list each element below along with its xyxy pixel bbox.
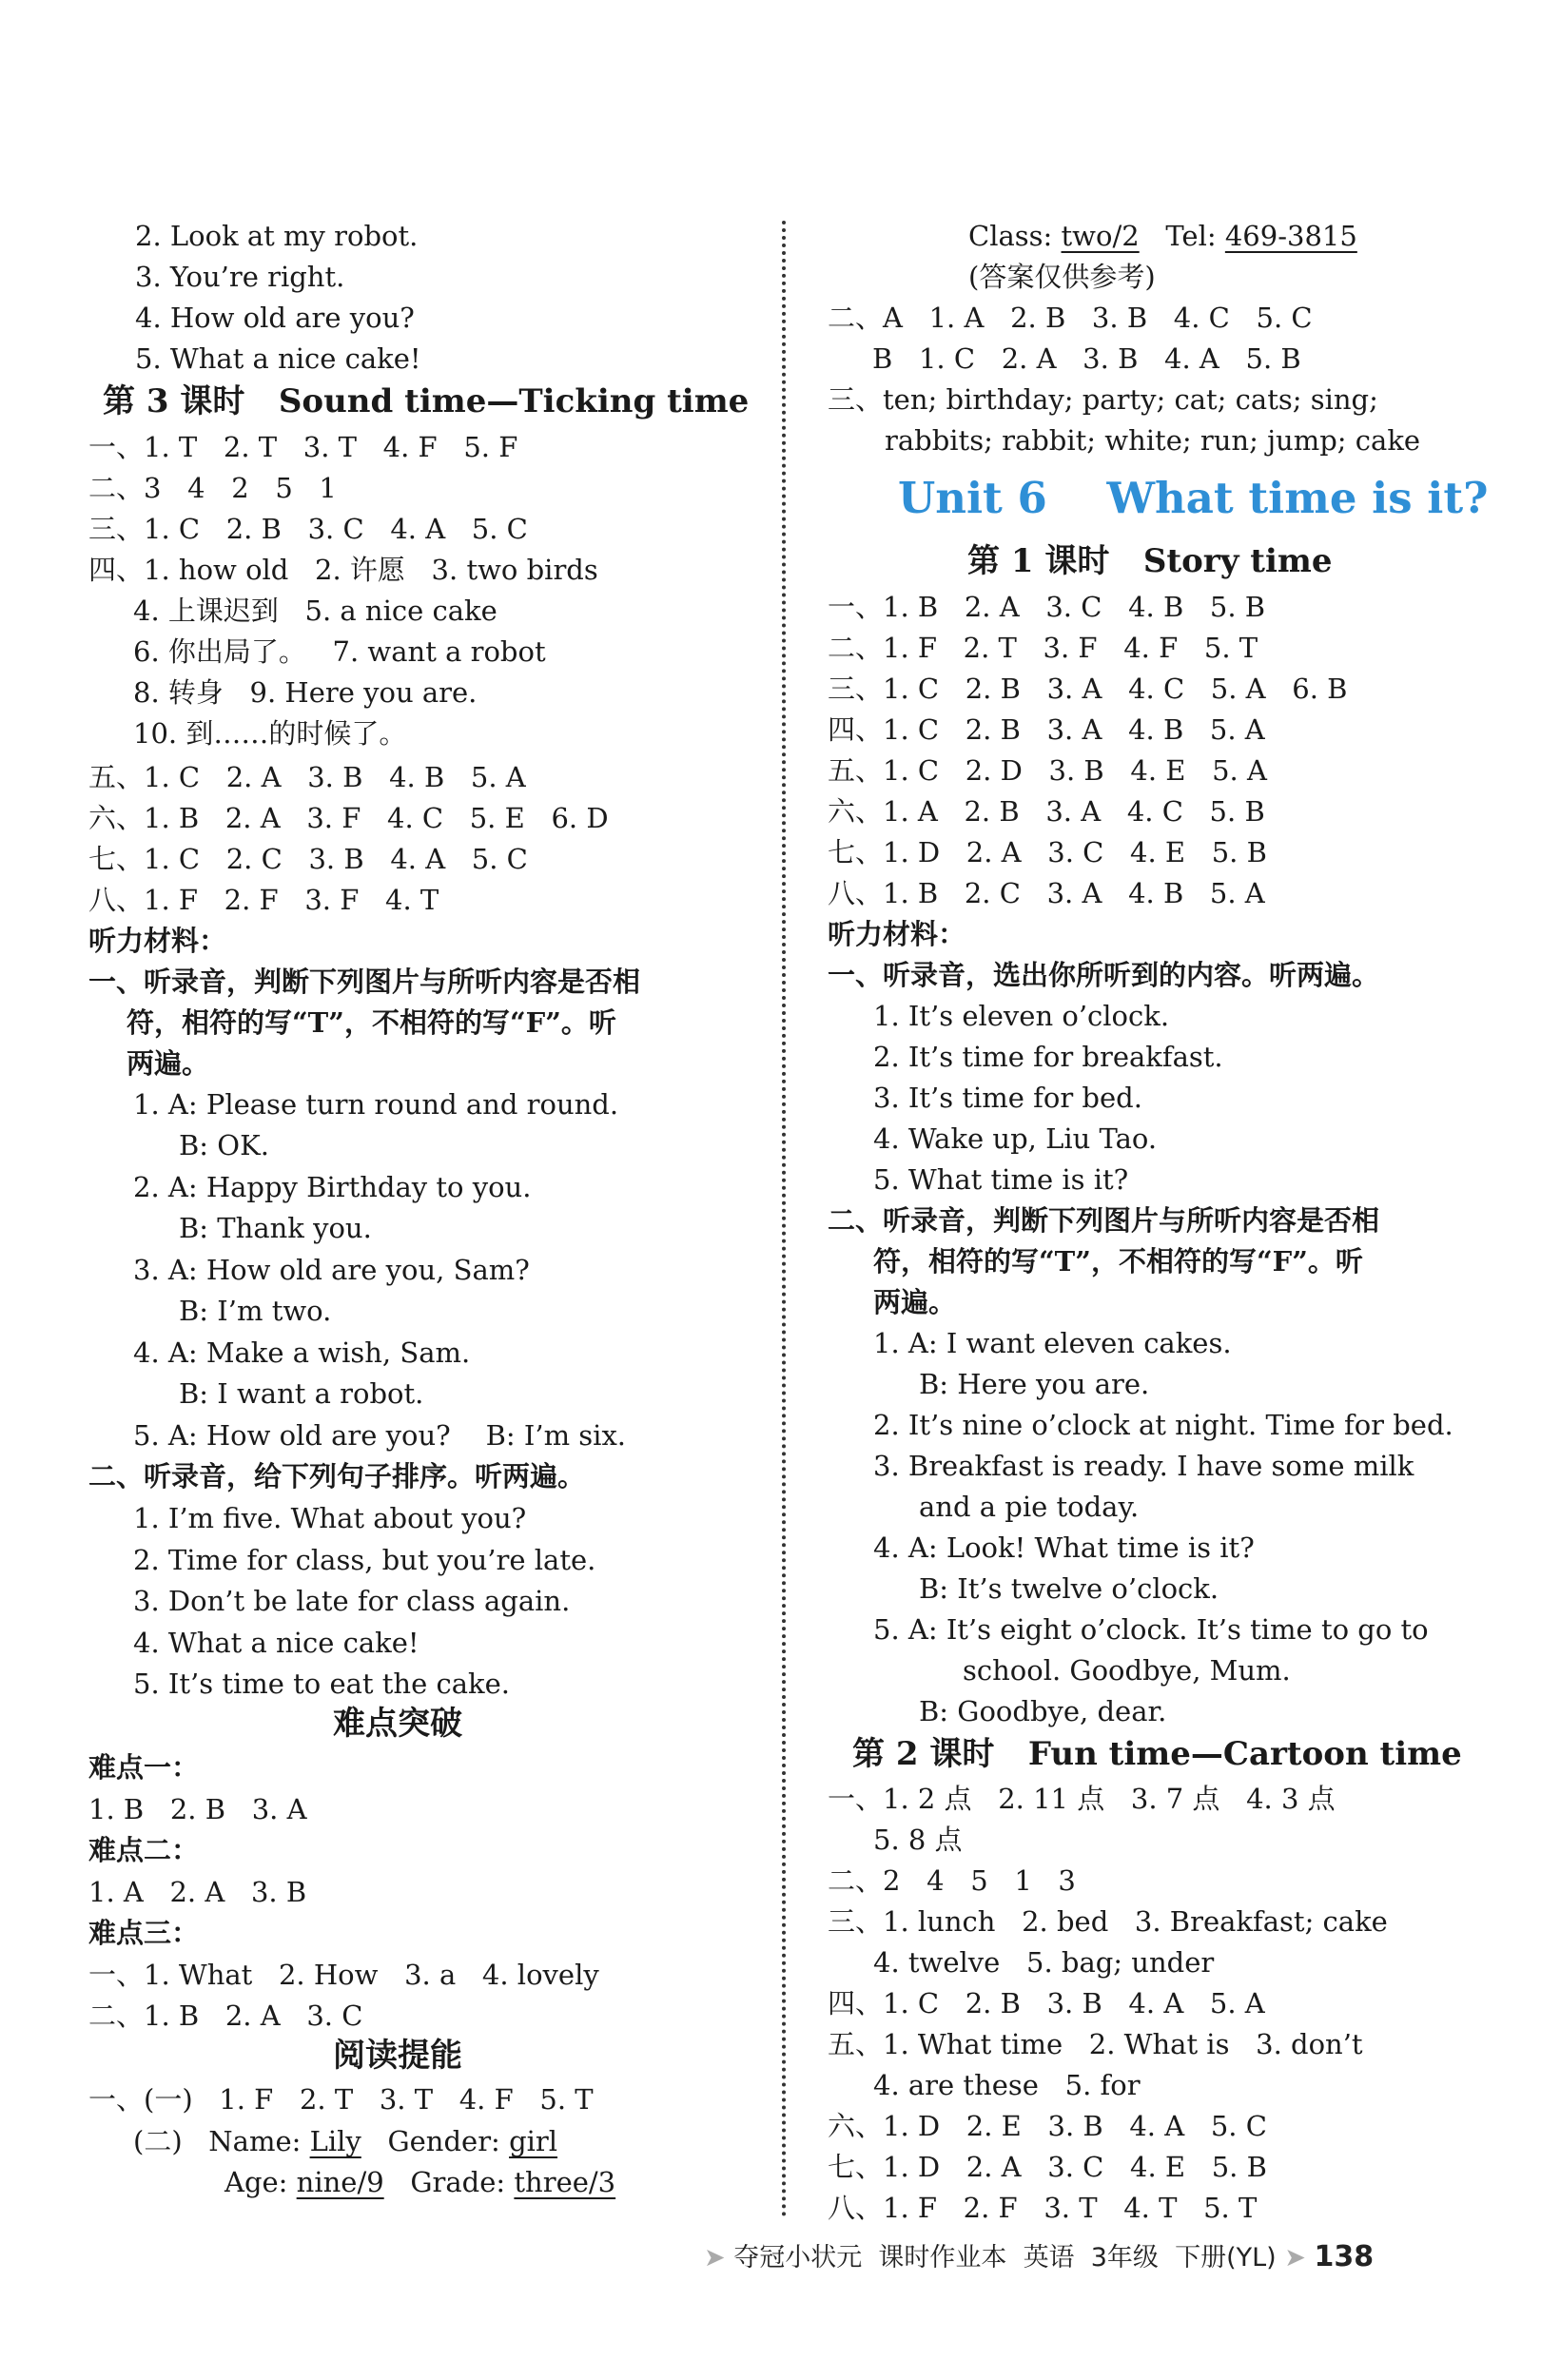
line-text: 四、1. C 2. B 3. A 4. B 5. A — [828, 713, 1265, 746]
line-text: Class: — [968, 220, 1062, 252]
text-line — [963, 1651, 1291, 1689]
line-text: 难点突破 — [333, 1705, 462, 1743]
line-text: 一、1. B 2. A 3. C 4. B 5. B — [828, 591, 1266, 623]
line-text: 三、1. C 2. B 3. C 4. A 5. C — [88, 513, 528, 545]
line-text: 8. 转身 9. Here you are. — [133, 676, 478, 709]
text-line — [828, 792, 1265, 830]
line-text: Gender: — [361, 2125, 510, 2157]
line-text: 符，相符的写“T”，不相符的写“F”。听 — [127, 1006, 616, 1039]
text-line — [873, 1242, 1363, 1280]
line-text: 七、1. D 2. A 3. C 4. E 5. B — [828, 836, 1267, 868]
text-line — [127, 1004, 616, 1042]
text-line — [873, 1406, 1453, 1444]
line-text: school. Goodbye, Mum. — [963, 1654, 1291, 1687]
footer-subject: 英语 — [1023, 2243, 1075, 2273]
line-text: 3. Breakfast is ready. I have some milk — [873, 1450, 1414, 1482]
text-line — [828, 588, 1265, 626]
column-divider — [782, 221, 786, 2218]
line-text: 3. You’re right. — [135, 261, 345, 293]
line-text: B: I’m two. — [179, 1295, 332, 1327]
text-line — [103, 382, 749, 420]
line-text: 5. A: It’s eight o’clock. It’s time to go to — [873, 1613, 1429, 1646]
line-text: B: OK. — [179, 1129, 269, 1161]
line-text: 5. What a nice cake! — [135, 342, 421, 375]
line-text: 一、听录音，选出你所听到的内容。听两遍。 — [828, 959, 1380, 991]
arrow-icon: ➤ — [1284, 2243, 1306, 2273]
page-footer — [704, 2234, 1484, 2281]
line-text: 4. A: Look! What time is it? — [873, 1531, 1255, 1564]
line-text: 5. A: How old are you? B: I’m six. — [133, 1419, 627, 1452]
text-line — [828, 915, 966, 953]
text-line — [88, 881, 439, 919]
text-line — [133, 2122, 557, 2160]
line-text: 一、(一) 1. F 2. T 3. T 4. F 5. T — [88, 2083, 594, 2116]
line-text: rabbits; rabbit; white; run; jump; cake — [885, 424, 1421, 457]
line-text: 4. 上课迟到 5. a nice cake — [133, 595, 497, 627]
text-line — [968, 217, 1357, 255]
text-line — [179, 1292, 331, 1330]
line-text: 3. It’s time for bed. — [873, 1082, 1142, 1114]
line-text: 四、1. how old 2. 许愿 3. two birds — [88, 554, 598, 586]
text-line — [873, 1038, 1223, 1076]
text-line — [88, 799, 609, 837]
text-line — [873, 1161, 1128, 1199]
line-text: 四、1. C 2. B 3. B 4. A 5. A — [828, 1987, 1265, 2019]
line-text: 难点二： — [88, 1834, 200, 1866]
line-text: 5. What time is it? — [873, 1163, 1129, 1196]
filled-answer: nine/9 — [296, 2166, 384, 2198]
filled-answer: 469-3815 — [1224, 220, 1357, 252]
line-text: 三、1. C 2. B 3. A 4. C 5. A 6. B — [828, 673, 1348, 705]
line-text: B: I want a robot. — [179, 1377, 424, 1410]
text-line — [828, 2148, 1267, 2186]
line-text: 难点三： — [88, 1917, 200, 1949]
text-line — [133, 1168, 531, 1206]
line-text: 两遍。 — [127, 1047, 210, 1080]
line-text: 二、听录音，判断下列图片与所听内容是否相 — [828, 1204, 1380, 1237]
line-text: 3. A: How old are you, Sam? — [133, 1254, 530, 1286]
line-text: 两遍。 — [873, 1286, 957, 1318]
line-text: (二) Name: — [133, 2125, 310, 2157]
text-line — [88, 428, 517, 466]
text-line — [88, 1956, 599, 1994]
line-text: 1. B 2. B 3. A — [88, 1793, 307, 1825]
text-line — [919, 1365, 1149, 1403]
filled-answer: three/3 — [514, 2166, 616, 2198]
text-line — [828, 751, 1267, 790]
text-line — [873, 1821, 963, 1859]
line-text: Unit 6 What time is it? — [898, 473, 1489, 523]
text-line — [133, 1624, 419, 1662]
text-line — [828, 1984, 1265, 2022]
text-line — [919, 1692, 1166, 1730]
line-text: 4. Wake up, Liu Tao. — [873, 1122, 1158, 1155]
text-line — [88, 1748, 199, 1786]
text-line — [88, 1914, 199, 1952]
line-text: 六、1. A 2. B 3. A 4. C 5. B — [828, 795, 1265, 828]
text-line — [828, 956, 1379, 994]
line-text: 4. How old are you? — [135, 302, 415, 334]
line-text: B: Here you are. — [919, 1368, 1150, 1400]
line-text: 五、1. What time 2. What is 3. don’t — [828, 2028, 1363, 2060]
text-line — [828, 629, 1258, 667]
footer-volume: 下册(YL) — [1175, 2243, 1277, 2273]
line-text: 2. Time for class, but you’re late. — [133, 1544, 596, 1576]
text-line — [133, 714, 406, 752]
text-line — [135, 299, 415, 337]
text-line — [333, 1705, 462, 1743]
line-text: 1. A: Please turn round and round. — [133, 1088, 619, 1121]
text-line — [919, 1570, 1219, 1608]
line-text: 2. Look at my robot. — [135, 220, 419, 252]
text-line — [873, 1120, 1157, 1158]
line-text: 第 1 课时 Story time — [967, 542, 1333, 580]
text-line — [828, 711, 1265, 749]
line-text: Grade: — [383, 2166, 515, 2198]
line-text: 听力材料： — [88, 925, 227, 957]
line-text: 4. What a nice cake! — [133, 1627, 419, 1659]
text-line — [88, 551, 598, 589]
line-text: and a pie today. — [919, 1491, 1140, 1523]
text-line — [88, 469, 337, 507]
text-line — [828, 380, 1378, 419]
text-line — [88, 2080, 594, 2118]
line-text: B: It’s twelve o’clock. — [919, 1572, 1219, 1605]
line-text: 听力材料： — [828, 918, 966, 950]
text-line — [828, 1902, 1388, 1941]
text-line — [919, 1488, 1139, 1526]
text-line — [873, 997, 1169, 1035]
line-text: 5. 8 点 — [873, 1824, 963, 1856]
text-line — [873, 2066, 1141, 2104]
footer-book: 课时作业本 — [878, 2243, 1007, 2273]
line-text: 3. Don’t be late for class again. — [133, 1585, 571, 1617]
line-text: 2. It’s nine o’clock at night. Time for bed. — [873, 1409, 1453, 1441]
line-text: 一、1. 2 点 2. 11 点 3. 7 点 4. 3 点 — [828, 1783, 1336, 1815]
text-line — [135, 340, 421, 378]
text-line — [873, 1529, 1255, 1567]
filled-answer: two/2 — [1061, 220, 1140, 252]
text-line — [88, 963, 640, 1001]
text-line — [88, 1790, 307, 1828]
text-line — [133, 592, 497, 630]
line-text: 二、3 4 2 5 1 — [88, 472, 337, 504]
text-line — [133, 1541, 595, 1579]
text-line — [88, 1997, 362, 2035]
text-line — [885, 421, 1420, 459]
text-line — [873, 1610, 1429, 1648]
text-line — [133, 1665, 510, 1703]
line-text: 六、1. D 2. E 3. B 4. A 5. C — [828, 2110, 1267, 2142]
line-text: 难点一： — [88, 1751, 200, 1784]
text-line — [898, 470, 1489, 527]
text-line — [88, 1457, 585, 1495]
text-line — [133, 1251, 530, 1289]
line-text: 1. It’s eleven o’clock. — [873, 1000, 1170, 1032]
line-text: 10. 到……的时候了。 — [133, 717, 407, 750]
text-line — [88, 510, 528, 548]
footer-brand: 夺冠小状元 — [733, 2243, 863, 2273]
text-line — [873, 1283, 956, 1321]
line-text: 八、1. F 2. F 3. F 4. T — [88, 884, 439, 916]
text-line — [828, 2107, 1267, 2145]
text-line — [873, 1079, 1142, 1117]
text-line — [88, 1873, 306, 1911]
line-text: B 1. C 2. A 3. B 4. A 5. B — [872, 342, 1301, 375]
line-text: 七、1. D 2. A 3. C 4. E 5. B — [828, 2151, 1267, 2183]
line-text: 六、1. B 2. A 3. F 4. C 5. E 6. D — [88, 802, 609, 834]
text-line — [828, 670, 1347, 708]
text-line — [179, 1209, 372, 1247]
text-line — [873, 1447, 1414, 1485]
line-text: 二、听录音，给下列句子排序。听两遍。 — [88, 1460, 586, 1492]
text-line — [873, 1324, 1232, 1362]
line-text: 4. are these 5. for — [873, 2069, 1141, 2101]
text-line — [135, 258, 344, 296]
line-text: 5. It’s time to eat the cake. — [133, 1668, 510, 1700]
line-text: 二、2 4 5 1 3 — [828, 1864, 1076, 1897]
text-line — [852, 1735, 1462, 1773]
text-line — [828, 1780, 1336, 1818]
text-line — [133, 1334, 470, 1372]
text-line — [179, 1126, 269, 1164]
text-line — [872, 340, 1301, 378]
line-text: 4. twelve 5. bag; under — [873, 1946, 1215, 1979]
line-text: 1. A: I want eleven cakes. — [873, 1327, 1232, 1359]
line-text: 阅读提能 — [333, 2037, 462, 2075]
footer-grade: 3年级 — [1090, 2243, 1159, 2273]
line-text: 第 2 课时 Fun time—Cartoon time — [852, 1735, 1462, 1773]
line-text: 6. 你出局了。 7. want a robot — [133, 635, 546, 668]
line-text: Tel: — [1139, 220, 1225, 252]
line-text: 一、听录音，判断下列图片与所听内容是否相 — [88, 966, 641, 998]
line-text: 三、1. lunch 2. bed 3. Breakfast; cake — [828, 1905, 1388, 1938]
arrow-icon: ➤ — [704, 2243, 726, 2273]
line-text: 五、1. C 2. A 3. B 4. B 5. A — [88, 761, 526, 793]
text-line — [88, 1831, 199, 1869]
line-text: 第 3 课时 Sound time—Ticking time — [103, 382, 750, 420]
text-line — [828, 833, 1267, 871]
line-text: 三、ten; birthday; party; cat; cats; sing; — [828, 383, 1378, 416]
line-text: 五、1. C 2. D 3. B 4. E 5. A — [828, 754, 1267, 787]
text-line — [133, 1416, 626, 1454]
text-line — [133, 1085, 618, 1123]
line-text: 八、1. B 2. C 3. A 4. B 5. A — [828, 877, 1265, 909]
line-text: B: Thank you. — [179, 1212, 372, 1244]
text-line — [133, 673, 477, 712]
line-text: 1. I’m five. What about you? — [133, 1502, 527, 1534]
text-line — [828, 1201, 1379, 1239]
line-text: 4. A: Make a wish, Sam. — [133, 1336, 471, 1369]
text-line — [133, 633, 546, 671]
text-line — [133, 1582, 570, 1620]
line-text: B: Goodbye, dear. — [919, 1695, 1167, 1727]
page-number: 138 — [1314, 2240, 1375, 2273]
line-text: 一、1. What 2. How 3. a 4. lovely — [88, 1959, 599, 1991]
line-text: 2. It’s time for breakfast. — [873, 1041, 1223, 1073]
line-text: 2. A: Happy Birthday to you. — [133, 1171, 532, 1203]
line-text: (答案仅供参考) — [968, 261, 1156, 293]
text-line — [828, 299, 1313, 337]
line-text: 二、A 1. A 2. B 3. B 4. C 5. C — [828, 302, 1313, 334]
line-text: 七、1. C 2. C 3. B 4. A 5. C — [88, 843, 528, 875]
text-line — [968, 258, 1156, 296]
line-text: 一、1. T 2. T 3. T 4. F 5. F — [88, 431, 518, 463]
text-line — [967, 542, 1333, 580]
text-line — [873, 1943, 1214, 1981]
line-text: 二、1. F 2. T 3. F 4. F 5. T — [828, 632, 1258, 664]
text-line — [828, 2189, 1257, 2227]
line-text: 符，相符的写“T”，不相符的写“F”。听 — [873, 1245, 1363, 1278]
text-line — [828, 2025, 1363, 2063]
line-text: Age: — [224, 2166, 297, 2198]
text-line — [88, 922, 226, 960]
text-line — [127, 1044, 209, 1083]
text-line — [179, 1375, 423, 1413]
text-line — [133, 1499, 526, 1537]
text-line — [828, 874, 1265, 912]
text-line — [135, 217, 418, 255]
line-text: 二、1. B 2. A 3. C — [88, 2000, 363, 2032]
filled-answer: girl — [509, 2125, 558, 2157]
line-text: 1. A 2. A 3. B — [88, 1876, 307, 1908]
text-line — [828, 1862, 1076, 1900]
filled-answer: Lily — [309, 2125, 361, 2157]
line-text: 八、1. F 2. F 3. T 4. T 5. T — [828, 2192, 1258, 2224]
text-line — [88, 758, 526, 796]
text-line — [333, 2037, 462, 2075]
text-line — [88, 840, 528, 878]
text-line — [224, 2163, 615, 2201]
